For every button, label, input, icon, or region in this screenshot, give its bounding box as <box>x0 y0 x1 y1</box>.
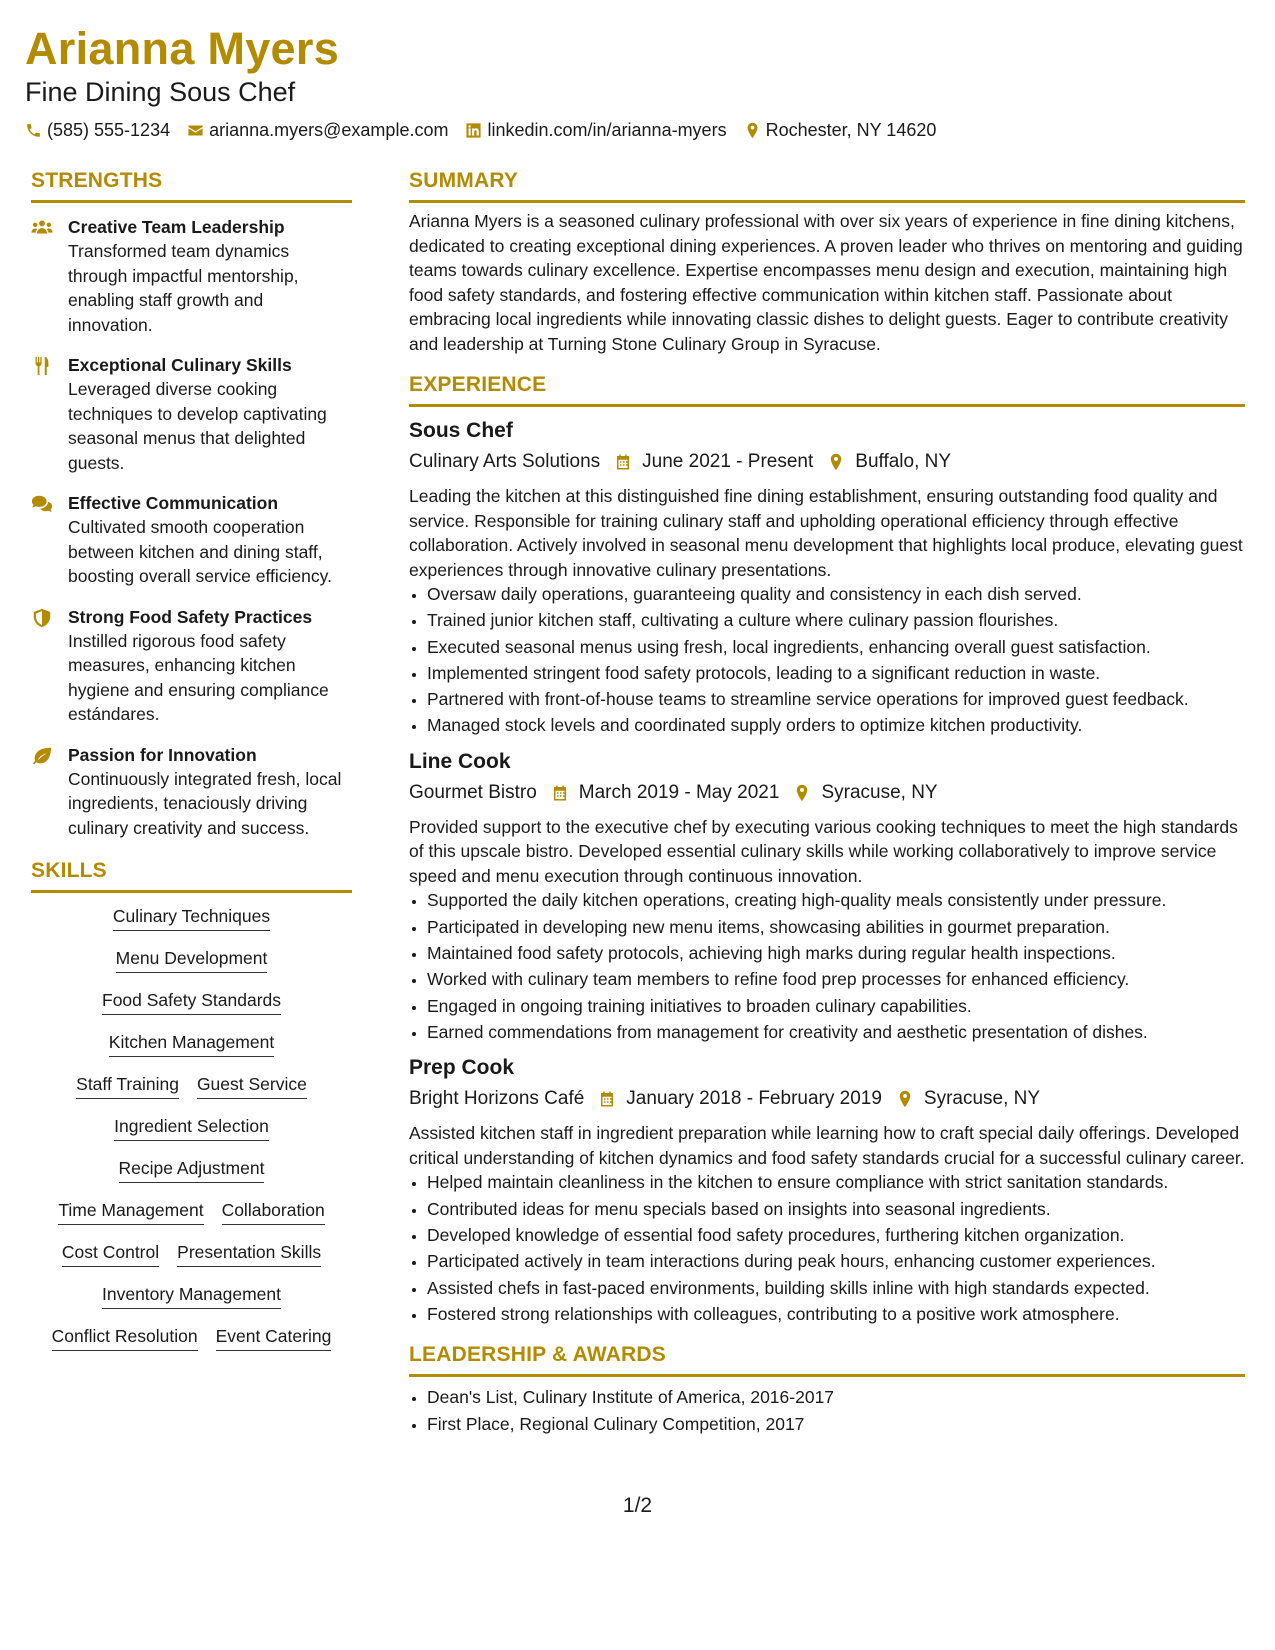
summary-text: Arianna Myers is a seasoned culinary professional with over six years of experience in fine dining kitchens, dedicated to creating exceptional dining experiences. A proven leader who thrives on mentoring and guiding teams towards culinary excellence. Expertise encompasses menu design and execution, maintaining high food safety standards, and fostering effective communication within kitchen staff. Passionate about embracing local ingredients while innovating classic dishes to delight guests. Eager to contribute creativity and leadership at Turning Stone Culinary Group in Syracuse. <box>409 211 1243 354</box>
skills-heading: SKILLS <box>31 859 107 882</box>
right-column <box>409 168 1245 1438</box>
strength-desc: Cultivated smooth cooperation between kitchen and dining staff, boosting overall service efficiency. <box>68 517 332 586</box>
shield-icon <box>31 608 53 628</box>
job-dates: January 2018 - February 2019 <box>626 1088 882 1110</box>
job-company: Bright Horizons Café <box>409 1088 585 1110</box>
list-item: • Executed seasonal menus using fresh, local ingredients, enhancing overall guest satisfaction. <box>427 635 1245 660</box>
strength-item <box>31 491 352 589</box>
section-divider <box>31 890 352 893</box>
contact-email[interactable] <box>187 120 448 141</box>
strength-item <box>31 353 352 475</box>
list-item: • Implemented stringent food safety protocols, leading to a significant reduction in waste. <box>427 661 1245 686</box>
linkedin-icon <box>465 122 482 139</box>
strength-item <box>31 743 352 841</box>
list-item: • Trained junior kitchen staff, cultivating a culture where culinary passion flourishes. <box>427 608 1245 633</box>
list-item: • Earned commendations from management for creativity and aesthetic presentation of dishes. <box>427 1020 1245 1045</box>
job-description: Provided support to the executive chef by executing various cooking techniques to meet the high standards of this upscale bistro. Developed essential culinary skills while working collaboratively to improve service speed and menu execution through continuous innovation. <box>409 816 1238 886</box>
chat-icon <box>31 494 53 514</box>
phone-icon <box>25 122 42 139</box>
job-dates: June 2021 - Present <box>642 451 814 472</box>
skill-tag: Inventory Management <box>102 1283 281 1309</box>
candidate-title: Fine Dining Sous Chef <box>25 77 296 107</box>
skill-tag: Kitchen Management <box>109 1031 274 1057</box>
map-pin-icon <box>896 1090 914 1108</box>
contact-bar <box>25 120 1245 141</box>
candidate-name: Arianna Myers <box>25 23 340 74</box>
list-item: • Contributed ideas for menu specials based on insights into seasonal ingredients. <box>427 1197 1245 1222</box>
list-item: • Engaged in ongoing training initiatives to broaden culinary capabilities. <box>427 994 1245 1019</box>
skill-tag: Staff Training <box>76 1073 179 1099</box>
left-column <box>31 168 352 1351</box>
experience-heading: EXPERIENCE <box>409 373 547 396</box>
job-description: Leading the kitchen at this distinguished fine dining establishment, ensuring outstanding food quality and service. Responsible for training culinary staff and upholding operational efficiency through effective collaboration. Actively involved in seasonal menu development that highlights local produce, elevating guest experiences through innovative culinary presentations. <box>409 486 1243 580</box>
job-location: Syracuse, NY <box>821 781 938 803</box>
skills-list <box>31 905 352 1351</box>
skill-tag: Food Safety Standards <box>102 989 281 1015</box>
resume-header <box>25 22 1245 141</box>
list-item: • Maintained food safety protocols, achieving high marks during regular health inspections. <box>427 941 1245 966</box>
strength-desc: Instilled rigorous food safety measures, enhancing kitchen hygiene and ensuring compliance estándares. <box>68 630 329 724</box>
list-item: • Developed knowledge of essential food safety procedures, furthering kitchen organization. <box>427 1223 1245 1248</box>
job-location: Syracuse, NY <box>923 1088 1041 1110</box>
skill-tag: Recipe Adjustment <box>119 1157 265 1183</box>
phone-text: (585) 555-1234 <box>47 120 171 140</box>
list-item: • Fostered strong relationships with colleagues, contributing to a positive work atmosphere. <box>427 1302 1245 1327</box>
skill-tag: Ingredient Selection <box>114 1115 269 1141</box>
strength-title: Exceptional Culinary Skills <box>68 355 292 375</box>
list-item: • Participated in developing new menu items, showcasing abilities in gourmet preparation. <box>427 915 1245 940</box>
experience-section <box>409 372 1245 1326</box>
skill-tag: Presentation Skills <box>177 1241 321 1267</box>
leaf-icon <box>31 746 53 766</box>
skill-tag: Collaboration <box>222 1199 325 1225</box>
list-item: • Helped maintain cleanliness in the kitchen to ensure compliance with strict sanitation standards. <box>427 1170 1245 1195</box>
list-item: • Partnered with front-of-house teams to streamline service operations for improved guest feedback. <box>427 687 1245 712</box>
contact-linkedin[interactable] <box>465 120 726 141</box>
strengths-heading: STRENGTHS <box>31 169 163 192</box>
strengths-list <box>31 215 352 840</box>
list-item: • Worked with culinary team members to refine food prep processes for enhanced efficiency. <box>427 967 1245 992</box>
section-divider <box>409 404 1245 407</box>
linkedin-text: linkedin.com/in/arianna-myers <box>487 120 727 140</box>
job-title: Sous Chef <box>409 419 513 442</box>
strength-desc: Continuously integrated fresh, local ingredients, tenaciously driving culinary creativity and success. <box>68 768 342 838</box>
list-item: • Dean's List, Culinary Institute of America, 2016-2017 <box>427 1385 1245 1410</box>
strength-item <box>31 215 352 337</box>
contact-phone[interactable] <box>25 120 170 141</box>
envelope-icon <box>187 122 204 139</box>
skill-tag: Time Management <box>58 1199 203 1225</box>
job-company: Gourmet Bistro <box>409 781 537 803</box>
job-bullets <box>409 1170 1245 1326</box>
page-number: 1/2 <box>622 1494 653 1517</box>
job-meta <box>409 780 1245 806</box>
job-entry <box>409 748 1245 1044</box>
job-title: Line Cook <box>409 749 511 773</box>
skills-section <box>31 858 352 1351</box>
job-meta <box>409 1086 1245 1112</box>
team-icon <box>31 218 53 238</box>
section-divider <box>409 1374 1245 1377</box>
list-item: • Supported the daily kitchen operations, creating high-quality meals consistently under pressure. <box>427 888 1245 913</box>
job-bullets <box>409 888 1245 1044</box>
calendar-icon <box>614 453 632 471</box>
list-item: • Participated actively in team interactions during peak hours, enhancing customer experiences. <box>427 1249 1245 1274</box>
skill-tag: Menu Development <box>116 947 268 973</box>
calendar-icon <box>551 784 569 802</box>
awards-heading: LEADERSHIP & AWARDS <box>409 1343 666 1367</box>
list-item: • Oversaw daily operations, guaranteeing quality and consistency in each dish served. <box>427 582 1245 607</box>
job-bullets <box>409 582 1245 738</box>
skill-tag: Conflict Resolution <box>52 1325 198 1351</box>
summary-section <box>409 168 1245 356</box>
strength-title: Effective Communication <box>68 493 279 513</box>
email-text: arianna.myers@example.com <box>209 120 449 140</box>
map-pin-icon <box>793 784 811 802</box>
awards-section <box>409 1342 1245 1436</box>
awards-list <box>409 1385 1245 1436</box>
job-meta <box>409 449 1245 475</box>
section-divider <box>409 200 1245 203</box>
strength-item <box>31 605 352 727</box>
job-company: Culinary Arts Solutions <box>409 451 601 472</box>
job-description: Assisted kitchen staff in ingredient preparation while learning how to craft special daily offerings. Developed critical understanding of kitchen dynamics and food safety standards crucial for a successful culinary career. <box>409 1123 1245 1168</box>
job-dates: March 2019 - May 2021 <box>578 781 780 803</box>
skill-tag: Culinary Techniques <box>113 905 270 931</box>
job-location: Buffalo, NY <box>855 451 952 472</box>
skill-tag: Guest Service <box>197 1073 307 1099</box>
section-divider <box>31 200 352 203</box>
map-pin-icon <box>827 453 845 471</box>
map-pin-icon <box>744 122 761 139</box>
strength-desc: Transformed team dynamics through impactful mentorship, enabling staff growth and innovation. <box>68 241 299 335</box>
skill-tag: Event Catering <box>216 1325 332 1351</box>
job-title: Prep Cook <box>409 1056 515 1080</box>
list-item: • Assisted chefs in fast-paced environments, building skills inline with high standards expected. <box>427 1276 1245 1301</box>
contact-location <box>744 120 937 141</box>
strength-title: Strong Food Safety Practices <box>68 606 313 627</box>
summary-heading: SUMMARY <box>409 169 519 192</box>
list-item: • First Place, Regional Culinary Competition, 2017 <box>427 1412 1245 1437</box>
calendar-icon <box>598 1090 616 1108</box>
list-item: • Managed stock levels and coordinated supply orders to optimize kitchen productivity. <box>427 713 1245 738</box>
strength-title: Passion for Innovation <box>68 744 257 765</box>
strength-title: Creative Team Leadership <box>68 217 285 237</box>
strengths-section <box>31 168 352 840</box>
location-text: Rochester, NY 14620 <box>765 120 937 140</box>
skill-tag: Cost Control <box>62 1241 159 1267</box>
job-entry <box>409 1054 1245 1326</box>
strength-desc: Leveraged diverse cooking techniques to develop captivating seasonal menus that delighted guests. <box>68 379 327 473</box>
job-entry <box>409 417 1245 738</box>
utensils-icon <box>31 356 53 376</box>
